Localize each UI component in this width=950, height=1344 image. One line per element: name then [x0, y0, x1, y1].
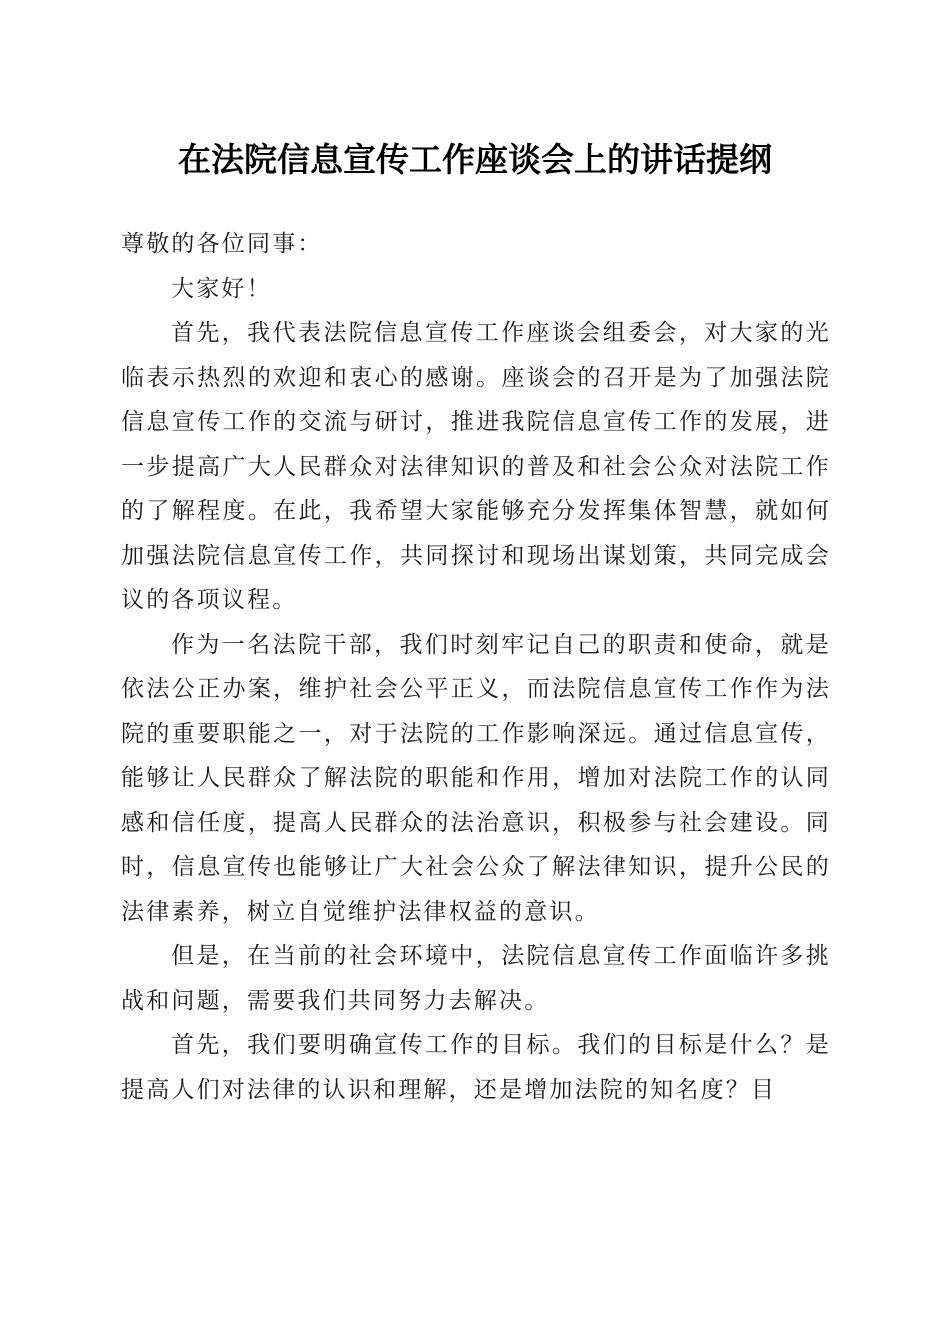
paragraph-greeting: 大家好！	[171, 275, 272, 302]
document-title: 在法院信息宣传工作座谈会上的讲话提纲	[178, 140, 772, 179]
paragraph-role: 作为一名法院干部，我们时刻牢记自己的职责和使命，就是依法公正办案，维护社会公平正义，而法院信息宣传工作作为法院的重要职能之一，对于法院的工作影响深远。通过信息宣传，能够让人民群众了解法院的职能和作用，增加对法院工作的认同感和信任度，提高人民群众的法治意识，积极参与社会建设。同时，信息宣传也能够让广大社会公众了解法律知识，提升公民的法律素养，树立自觉维护法律权益的意识。	[121, 631, 831, 925]
paragraph-opening: 首先，我代表法院信息宣传工作座谈会组委会，对大家的光临表示热烈的欢迎和衷心的感谢。座谈会的召开是为了加强法院信息宣传工作的交流与研讨，推进我院信息宣传工作的发展，进一步提高广大人民群众对法律知识的普及和社会公众对法院工作的了解程度。在此，我希望大家能够充分发挥集体智慧，就如何加强法院信息宣传工作，共同探讨和现场出谋划策，共同完成会议的各项议程。	[121, 320, 831, 613]
document-body	[121, 222, 831, 1112]
paragraph-challenges: 但是，在当前的社会环境中，法院信息宣传工作面临许多挑战和问题，需要我们共同努力去解决。	[121, 943, 831, 1014]
paragraph-goals: 首先，我们要明确宣传工作的目标。我们的目标是什么？是提高人们对法律的认识和理解，还是增加法院的知名度？目	[121, 1032, 831, 1103]
salutation: 尊敬的各位同事：	[121, 231, 323, 257]
